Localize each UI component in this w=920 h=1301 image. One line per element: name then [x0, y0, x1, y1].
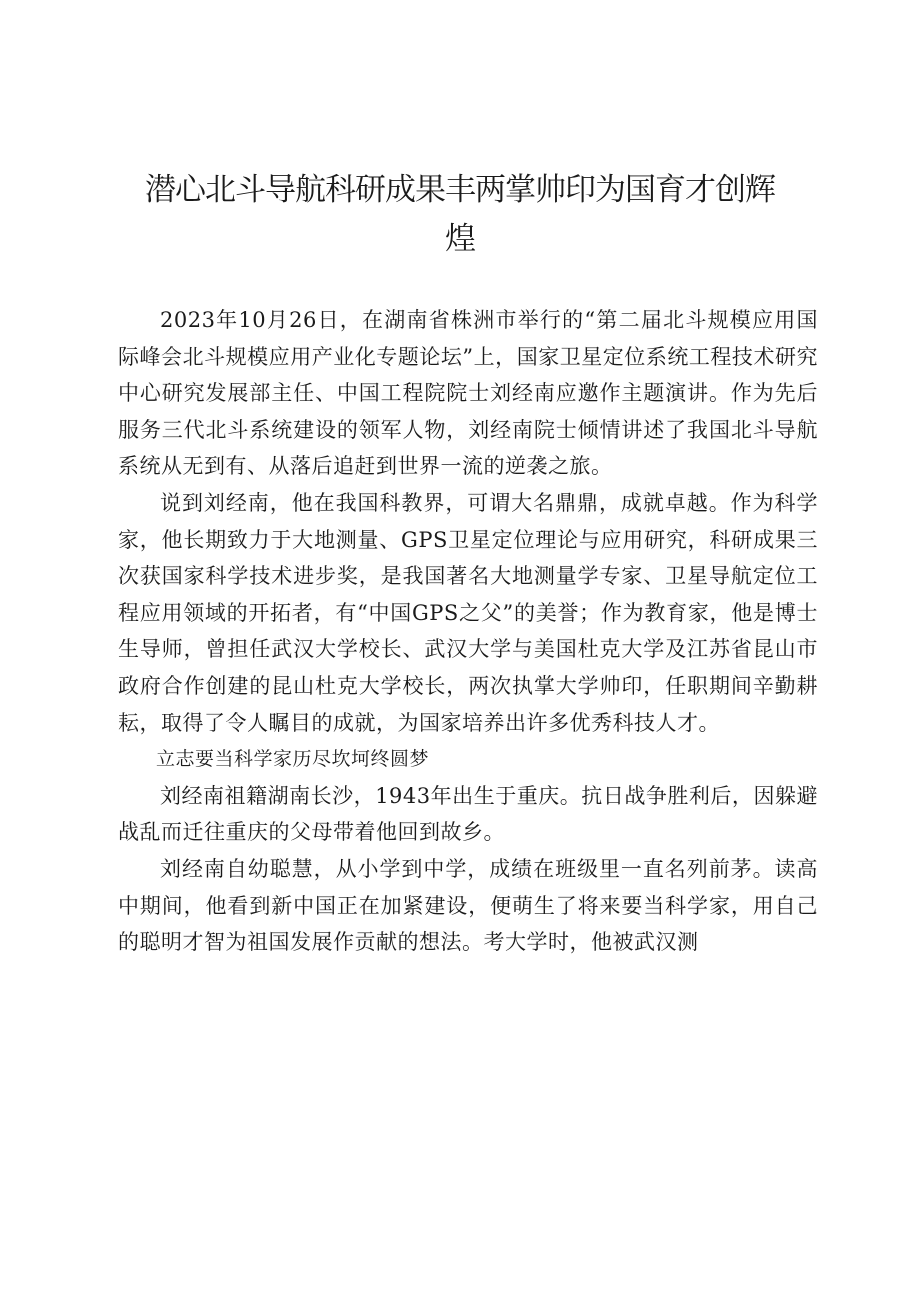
- section-subheading: 立志要当科学家历尽坎坷终圆梦: [156, 748, 430, 771]
- paragraph-1: 2023年10月26日，在湖南省株洲市举行的“第二届北斗规模应用国际峰会北斗规模应用产业化专题论坛”上，国家卫星定位系统工程技术研究中心研究发展部主任、中国工程院院士刘经南应邀作主题演讲。作为先后服务三代北斗系统建设的领军人物，刘经南院士倾情讲述了我国北斗导航系统从无到有、从落后追赶到世界一流的逆袭之旅。: [118, 308, 818, 479]
- paragraph-2: 说到刘经南，他在我国科教界，可谓大名鼎鼎，成就卓越。作为科学家，他长期致力于大地测量、GPS卫星定位理论与应用研究，科研成果三次获国家科学技术进步奖，是我国著名大地测量学专家、卫星导航定位工程应用领域的开拓者，有“中国GPS之父”的美誉；作为教育家，他是博士生导师，曾担任武汉大学校长、武汉大学与美国杜克大学及江苏省昆山市政府合作创建的昆山杜克大学校长，两次执掌大学帅印，任职期间辛勤耕耘，取得了令人瞩目的成就，为国家培养出许多优秀科技人才。: [118, 490, 818, 735]
- paragraph-3: 刘经南祖籍湖南长沙，1943年出生于重庆。抗日战争胜利后，因躲避战乱而迁往重庆的父母带着他回到故乡。: [118, 783, 818, 845]
- document-body: [118, 302, 818, 961]
- paragraph-4: 刘经南自幼聪慧，从小学到中学，成绩在班级里一直名列前茅。读高中期间，他看到新中国正在加紧建设，便萌生了将来要当科学家，用自己的聪明才智为祖国发展作贡献的想法。考大学时，他被武汉测: [118, 856, 818, 955]
- document-title: 潜心北斗导航科研成果丰两掌帅印为国育才创辉煌: [145, 172, 775, 257]
